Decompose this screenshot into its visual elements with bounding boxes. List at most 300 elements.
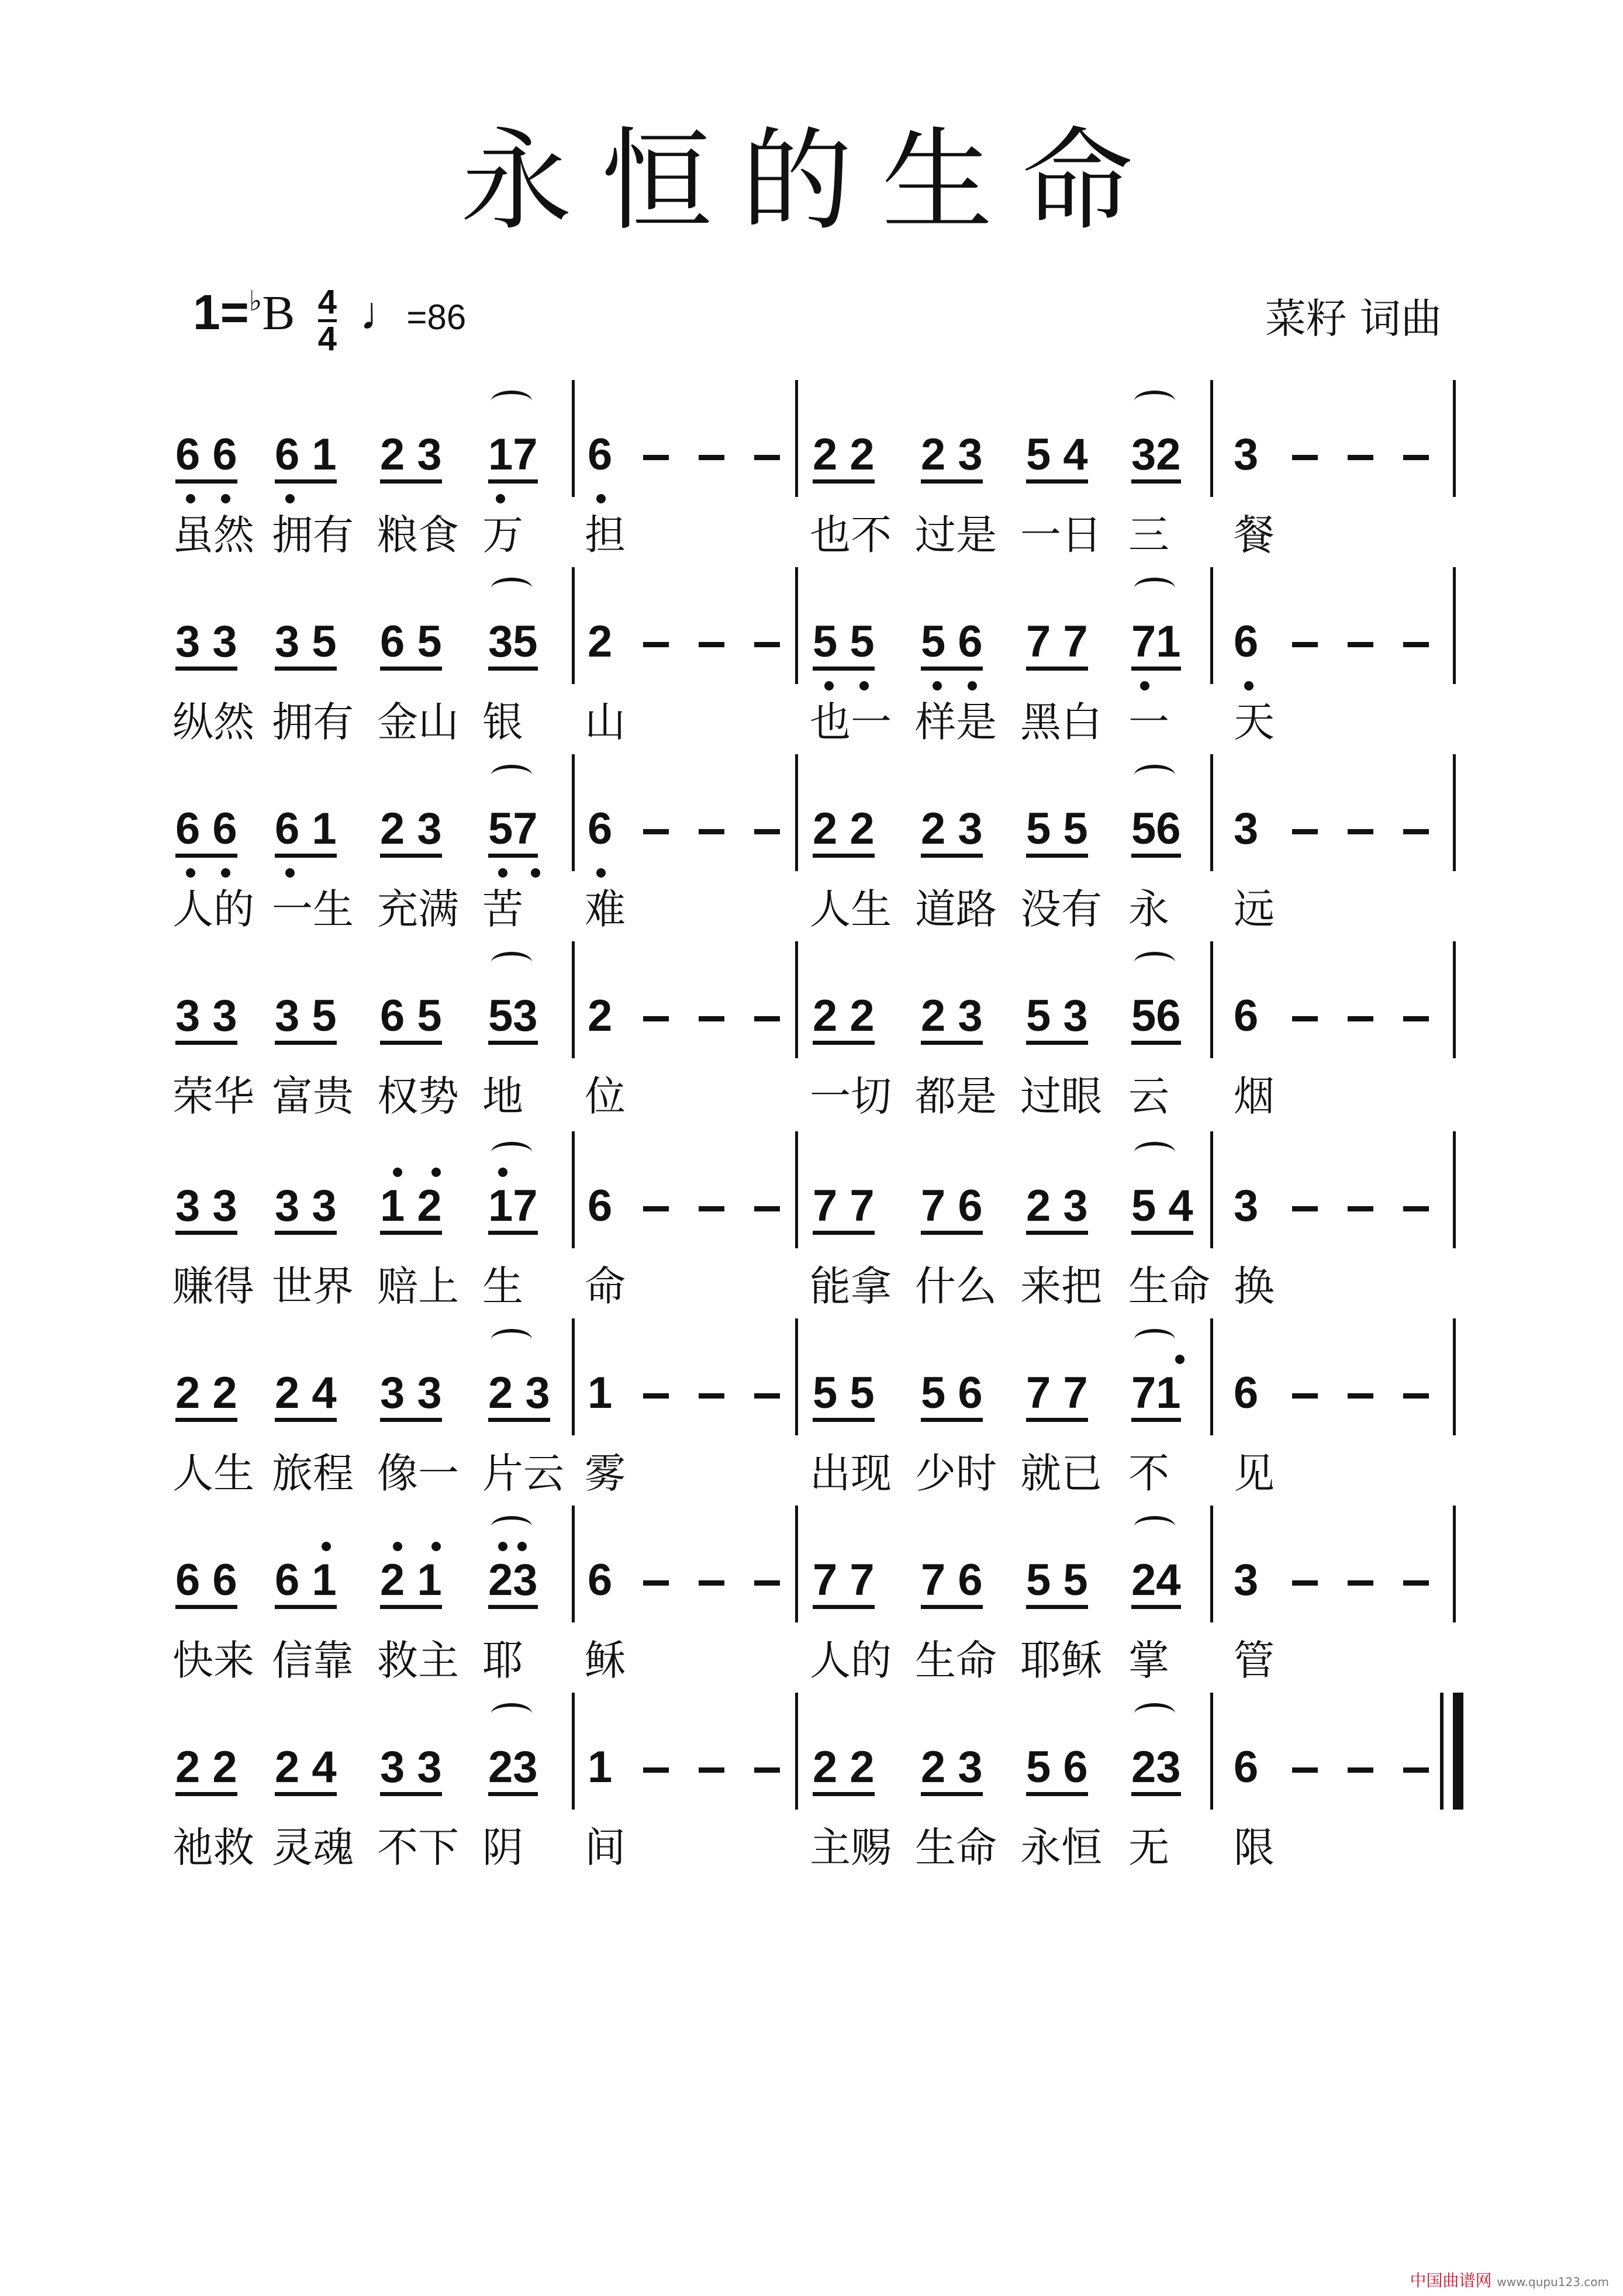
beamed-note-group: 5 5 [1026,1558,1088,1609]
slur-mark [491,1142,532,1163]
slur-mark [1134,1516,1175,1537]
lyric-text: 远 [1234,885,1275,933]
beamed-note-group: 7 7 [1026,620,1088,671]
sustain-dash [1348,829,1373,834]
low-octave-dot [498,868,507,878]
key-tempo-signature [193,285,466,356]
key-note: B [262,286,295,340]
lyric-text: 生命 [915,1824,997,1872]
held-note: 1 [588,1742,613,1792]
low-octave-dot [1244,681,1253,690]
lyric-text: 粮食 [377,511,459,559]
lyric-text: 祂救 [172,1824,254,1872]
beamed-note-group: 3 5 [275,994,337,1045]
sustain-dash [643,829,669,834]
sustain-dash [699,1767,724,1773]
slur-mark [491,1703,532,1724]
barline [1210,941,1213,1058]
beamed-note-group: 24 [1131,1558,1181,1609]
slur-mark [1134,1329,1175,1350]
barline [1453,1318,1456,1435]
beamed-note-group: 5 6 [1026,1745,1088,1796]
held-note: 2 [588,991,613,1041]
barline [1210,380,1213,497]
music-system [0,1318,1623,1506]
beamed-note-group: 2 3 [921,807,983,858]
lyric-text: 人生 [172,1449,254,1497]
tempo-value: =86 [406,298,467,337]
beamed-note-group: 2 2 [175,1371,237,1422]
barline [795,1131,798,1248]
lyric-text: 也一 [810,698,892,746]
lyric-text: 苦 [482,885,523,933]
high-octave-dot [498,1542,507,1551]
lyric-text: 拥有 [272,698,354,746]
barline [795,1693,798,1810]
beamed-note-group: 6 5 [380,994,442,1045]
lyric-text: 一生 [272,885,354,933]
barline [795,941,798,1058]
lyric-text: 雾 [585,1449,626,1497]
held-note: 2 [588,617,613,667]
music-system [0,1131,1623,1318]
lyric-text: 什么 [915,1262,997,1310]
slur-mark [491,391,532,412]
lyric-text: 天 [1234,698,1275,746]
lyric-text: 信靠 [272,1636,354,1684]
held-note: 3 [1234,1555,1259,1605]
lyric-text: 生 [482,1262,523,1310]
barline [1440,1693,1444,1810]
sustain-dash [1348,1016,1373,1021]
slur-mark [1134,578,1175,599]
slur-mark [491,765,532,786]
beamed-note-group: 2 3 [921,433,983,484]
lyric-text: 快来 [172,1636,254,1684]
beamed-note-group: 71 [1131,1371,1181,1422]
barline [795,380,798,497]
beamed-note-group: 2 3 [921,1745,983,1796]
sustain-dash [1403,829,1429,834]
lyric-text: 片云 [482,1449,564,1497]
barline [1453,380,1456,497]
beamed-note-group: 3 3 [175,994,237,1045]
high-octave-dot [517,1542,527,1551]
sustain-dash [699,1016,724,1021]
lyric-text: 银 [482,698,523,746]
lyric-text: 像一 [377,1449,459,1497]
sustain-dash [1403,642,1429,647]
sustain-dash [1292,642,1318,647]
lyric-text: 难 [585,885,626,933]
beamed-note-group: 71 [1131,620,1181,671]
flat-icon: ♭ [248,286,263,317]
sustain-dash [1292,1580,1318,1586]
sustain-dash [1348,455,1373,460]
lyric-text: 不下 [377,1824,459,1872]
beamed-note-group: 2 3 [488,1371,550,1422]
lyric-text: 永 [1128,885,1169,933]
beamed-note-group: 2 2 [813,994,875,1045]
lyric-text: 充满 [377,885,459,933]
sustain-dash [699,455,724,460]
music-system [0,1506,1623,1693]
low-octave-dot [859,681,869,690]
sustain-dash [643,1206,669,1211]
lyric-text: 烟 [1234,1072,1275,1120]
low-octave-dot [531,868,540,878]
beamed-note-group: 5 5 [813,620,875,671]
lyric-text: 生命 [1128,1262,1210,1310]
beamed-note-group: 2 2 [813,433,875,484]
beamed-note-group: 5 4 [1026,433,1088,484]
lyric-text: 掌 [1128,1636,1169,1684]
beamed-note-group: 7 7 [813,1558,875,1609]
sustain-dash [754,1393,780,1399]
barline [1210,1131,1213,1248]
barline [795,567,798,684]
barline [1210,1506,1213,1622]
high-octave-dot [431,1168,441,1177]
lyric-text: 见 [1234,1449,1275,1497]
held-note: 6 [588,1181,613,1231]
music-system [0,567,1623,754]
high-octave-dot [393,1542,402,1551]
lyric-text: 世界 [272,1262,354,1310]
lyric-text: 三 [1128,511,1169,559]
lyric-text: 稣 [585,1636,626,1684]
lyric-text: 山 [585,698,626,746]
sustain-dash [1403,1580,1429,1586]
barline [1453,1506,1456,1622]
lyric-text: 纵然 [172,698,254,746]
beamed-note-group: 2 4 [275,1371,337,1422]
lyric-text: 位 [585,1072,626,1120]
held-note: 3 [1234,1181,1259,1231]
lyric-text: 命 [585,1262,626,1310]
beamed-note-group: 53 [488,994,538,1045]
sustain-dash [754,455,780,460]
barline [572,754,575,871]
barline [1453,567,1456,684]
lyric-text: 赔上 [377,1262,459,1310]
sustain-dash [1348,642,1373,647]
high-octave-dot [393,1168,402,1177]
beamed-note-group: 2 3 [1026,1184,1088,1235]
quarter-note-icon: ♩ [360,287,407,339]
lyric-text: 拥有 [272,511,354,559]
beamed-note-group: 7 6 [921,1184,983,1235]
beamed-note-group: 23 [488,1745,538,1796]
barline [1453,941,1456,1058]
high-octave-dot [498,1168,507,1177]
watermark-logo [1410,2268,1609,2291]
barline [1210,567,1213,684]
sustain-dash [699,642,724,647]
lyric-text: 就已 [1020,1449,1102,1497]
sustain-dash [699,1580,724,1586]
sustain-dash [699,829,724,834]
lyric-text: 人的 [810,1636,892,1684]
lyric-text: 担 [585,511,626,559]
low-octave-dot [596,494,606,503]
beamed-note-group: 56 [1131,807,1181,858]
lyric-text: 权势 [377,1072,459,1120]
time-signature [318,285,337,356]
slur-mark [1134,1703,1175,1724]
lyric-text: 换 [1234,1262,1275,1310]
held-note: 6 [1234,1742,1259,1792]
time-signature-bottom: 4 [317,320,337,358]
beamed-note-group: 57 [488,807,538,858]
beamed-note-group: 17 [488,433,538,484]
lyric-text: 赚得 [172,1262,254,1310]
low-octave-dot [1140,681,1149,690]
high-octave-dot [1175,1355,1185,1364]
barline [572,941,575,1058]
barline [1453,754,1456,871]
final-barline [1453,1693,1463,1810]
lyric-text: 少时 [915,1449,997,1497]
beamed-note-group: 7 7 [813,1184,875,1235]
lyric-text: 没有 [1020,885,1102,933]
beamed-note-group: 56 [1131,994,1181,1045]
sustain-dash [1292,1016,1318,1021]
low-octave-dot [186,494,195,503]
beamed-note-group: 5 4 [1131,1184,1193,1235]
barline [572,1318,575,1435]
lyric-text: 来把 [1020,1262,1102,1310]
slur-mark [1134,765,1175,786]
low-octave-dot [221,494,230,503]
beamed-note-group: 7 7 [1026,1371,1088,1422]
beamed-note-group: 3 3 [175,620,237,671]
lyric-text: 万 [482,511,523,559]
beamed-note-group: 2 2 [813,1745,875,1796]
held-note: 1 [588,1368,613,1418]
beamed-note-group: 35 [488,620,538,671]
held-note: 6 [1234,991,1259,1041]
held-note: 6 [1234,1368,1259,1418]
barline [1210,1693,1213,1810]
lyric-text: 荣华 [172,1072,254,1120]
lyric-text: 无 [1128,1824,1169,1872]
lyric-text: 一 [1128,698,1169,746]
beamed-note-group: 7 6 [921,1558,983,1609]
sustain-dash [1348,1580,1373,1586]
lyric-text: 一日 [1020,511,1102,559]
sustain-dash [1348,1393,1373,1399]
sustain-dash [1403,1016,1429,1021]
low-octave-dot [596,868,606,878]
held-note: 6 [588,804,613,854]
sustain-dash [1403,1206,1429,1211]
song-title: 永恒的生命 [460,116,1162,246]
lyric-text: 永恒 [1020,1824,1102,1872]
beamed-note-group: 2 2 [813,807,875,858]
beamed-note-group: 32 [1131,433,1181,484]
barline [572,1131,575,1248]
barline [572,1693,575,1810]
held-note: 6 [588,1555,613,1605]
lyric-text: 富贵 [272,1072,354,1120]
low-octave-dot [824,681,834,690]
held-note: 6 [1234,617,1259,667]
key-prefix: 1= [193,285,249,340]
beamed-note-group: 5 5 [813,1371,875,1422]
low-octave-dot [186,868,195,878]
sustain-dash [754,1206,780,1211]
sustain-dash [1403,1393,1429,1399]
beamed-note-group: 2 3 [380,807,442,858]
beamed-note-group: 2 1 [380,1558,442,1609]
beamed-note-group: 5 6 [921,620,983,671]
sustain-dash [754,642,780,647]
lyric-text: 金山 [377,698,459,746]
music-system [0,1693,1623,1880]
sustain-dash [1292,829,1318,834]
beamed-note-group: 6 1 [275,433,337,484]
beamed-note-group: 23 [1131,1745,1181,1796]
music-system [0,754,1623,941]
held-note: 6 [588,430,613,479]
sustain-dash [643,455,669,460]
slur-mark [1134,391,1175,412]
lyric-text: 耶稣 [1020,1636,1102,1684]
beamed-note-group: 2 3 [380,433,442,484]
beamed-note-group: 5 6 [921,1371,983,1422]
lyric-text: 餐 [1234,511,1275,559]
slur-mark [491,952,532,973]
barline [1453,1131,1456,1248]
music-system [0,380,1623,567]
lyric-text: 也不 [810,511,892,559]
lyric-text: 灵魂 [272,1824,354,1872]
beamed-note-group: 3 3 [175,1184,237,1235]
sustain-dash [1348,1206,1373,1211]
lyric-text: 阴 [482,1824,523,1872]
sustain-dash [699,1393,724,1399]
composer-credit: 菜籽 词曲 [1265,295,1442,343]
lyric-text: 救主 [377,1636,459,1684]
sustain-dash [643,1393,669,1399]
lyric-text: 云 [1128,1072,1169,1120]
beamed-note-group: 2 4 [275,1745,337,1796]
lyric-text: 都是 [915,1072,997,1120]
sustain-dash [754,829,780,834]
sustain-dash [699,1206,724,1211]
sustain-dash [754,1016,780,1021]
beamed-note-group: 23 [488,1558,538,1609]
high-octave-dot [322,1542,331,1551]
high-octave-dot [431,1542,441,1551]
sustain-dash [754,1767,780,1773]
held-note: 3 [1234,430,1259,479]
music-system [0,941,1623,1128]
beamed-note-group: 5 3 [1026,994,1088,1045]
slur-mark [491,578,532,599]
sustain-dash [1403,1767,1429,1773]
barline [795,1318,798,1435]
watermark-url: www.qupu123.com [1497,2275,1609,2289]
beamed-note-group: 3 5 [275,620,337,671]
lyric-text: 过眼 [1020,1072,1102,1120]
lyric-text: 黑白 [1020,698,1102,746]
sustain-dash [1403,455,1429,460]
sustain-dash [1292,1767,1318,1773]
barline [1210,754,1213,871]
watermark-text: 中国曲谱网 [1410,2271,1492,2290]
lyric-text: 间 [585,1824,626,1872]
lyric-text: 管 [1234,1636,1275,1684]
lyric-text: 人生 [810,885,892,933]
lyric-text: 样是 [915,698,997,746]
beamed-note-group: 6 5 [380,620,442,671]
slur-mark [1134,1142,1175,1163]
beamed-note-group: 6 6 [175,433,237,484]
beamed-note-group: 6 1 [275,1558,337,1609]
lyric-text: 一切 [810,1072,892,1120]
beamed-note-group: 3 3 [380,1745,442,1796]
beamed-note-group: 5 5 [1026,807,1088,858]
lyric-text: 人的 [172,885,254,933]
sustain-dash [1292,455,1318,460]
held-note: 3 [1234,804,1259,854]
sustain-dash [643,1767,669,1773]
lyric-text: 不 [1128,1449,1169,1497]
beamed-note-group: 3 3 [275,1184,337,1235]
sustain-dash [1292,1393,1318,1399]
barline [572,380,575,497]
low-octave-dot [285,494,295,503]
lyric-text: 出现 [810,1449,892,1497]
sustain-dash [643,642,669,647]
sustain-dash [1348,1767,1373,1773]
barline [572,567,575,684]
slur-mark [491,1329,532,1350]
low-octave-dot [496,494,505,503]
sustain-dash [754,1580,780,1586]
lyric-text: 耶 [482,1636,523,1684]
beamed-note-group: 2 2 [175,1745,237,1796]
beamed-note-group: 6 6 [175,1558,237,1609]
beamed-note-group: 3 3 [380,1371,442,1422]
lyric-text: 地 [482,1072,523,1120]
slur-mark [1134,952,1175,973]
beamed-note-group: 6 1 [275,807,337,858]
lyric-text: 过是 [915,511,997,559]
barline [572,1506,575,1622]
low-octave-dot [285,868,295,878]
barline [795,754,798,871]
sustain-dash [643,1580,669,1586]
beamed-note-group: 6 6 [175,807,237,858]
lyric-text: 生命 [915,1636,997,1684]
beamed-note-group: 2 3 [921,994,983,1045]
low-octave-dot [221,868,230,878]
beamed-note-group: 17 [488,1184,538,1235]
lyric-text: 能拿 [810,1262,892,1310]
lyric-text: 道路 [915,885,997,933]
lyric-text: 虽然 [172,511,254,559]
slur-mark [491,1516,532,1537]
time-signature-top: 4 [317,283,337,321]
sustain-dash [1292,1206,1318,1211]
low-octave-dot [968,681,977,690]
low-octave-dot [933,681,942,690]
lyric-text: 旅程 [272,1449,354,1497]
lyric-text: 主赐 [810,1824,892,1872]
